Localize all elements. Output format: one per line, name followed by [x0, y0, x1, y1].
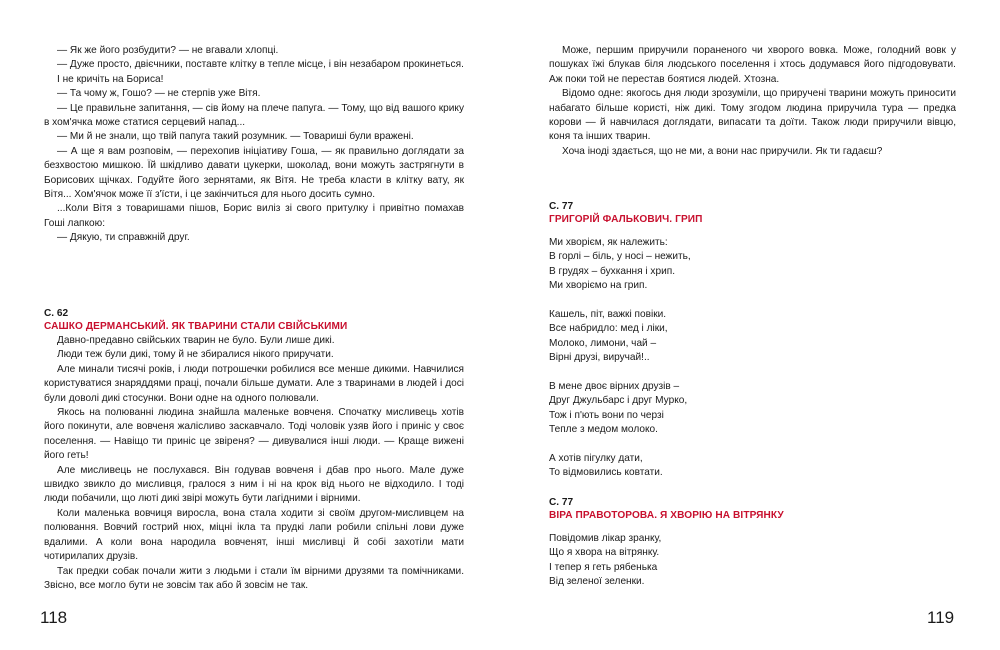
poem-line: В горлі – біль, у носі – нежить, — [549, 251, 691, 263]
paragraph: Люди теж були дикі, тому й не збиралися нікого приручати. — [57, 349, 334, 361]
poem-line: Вірні друзі, виручай!.. — [549, 352, 650, 364]
poem-line: Повідомив лікар зранку, — [549, 533, 662, 544]
stanza-gap — [549, 438, 956, 452]
section-flu-poem — [549, 200, 956, 481]
right-page — [500, 0, 1000, 650]
page-number: 118 — [40, 608, 68, 627]
section-title: ВІРА ПРАВОТОРОВА. Я ХВОРІЮ НА ВІТРЯНКУ — [549, 510, 784, 521]
paragraph: Але мисливець не послухався. Він годував вовченя і дбав про нього. Мале дуже швидко звикло до мисливця, гралося з ним і ні на крок від нього не відходило. І тоді люди побачили, що люті дикі звірі можуть бути лагідними і вірними. — [44, 464, 464, 505]
section-ref: С. 62 — [44, 308, 69, 319]
paragraph: Може, першим приручили пораненого чи хворого вовка. Може, голодний вовк у пошуках їжі блукав біля людського поселення і хтось додумався його підгодовувати. Аж поки той не перестав боятися людей. Хтозна. — [549, 45, 956, 85]
paragraph: ...Коли Вітя з товаришами пішов, Борис виліз зі свого притулку і привітно помахав Гоші лапкою: — [44, 203, 464, 229]
poem-line: Молоко, лимони, чай – — [549, 337, 657, 349]
poem-line: Друг Джульбарс і друг Мурко, — [549, 395, 688, 407]
paragraph: — Ми й не знали, що твій папуга такий розумник. — Товариші були вражені. — [57, 131, 414, 143]
stanza-gap — [549, 366, 956, 380]
poem-line: То відмовились ковтати. — [549, 467, 663, 479]
poem-line: І тепер я геть рябенька — [549, 561, 658, 573]
section-how-animals-became-domestic — [44, 307, 464, 593]
section-title: ГРИГОРІЙ ФАЛЬКОВИЧ. ГРИП — [549, 214, 703, 225]
paragraph: Давно-предавно свійських тварин не було. Були лише дикі. — [57, 335, 335, 346]
poem-line: Тепле з медом молоко. — [549, 424, 658, 436]
section-ref: С. 77 — [549, 497, 574, 508]
poem-line: Все набридло: мед і ліки, — [549, 323, 668, 335]
paragraph: І не кричіть на Бориса! — [57, 73, 164, 85]
section-ref: С. 77 — [549, 201, 574, 212]
right-continuation-text — [549, 44, 956, 159]
paragraph: — Та чому ж, Гошо? — не стерпів уже Вітя. — [57, 88, 261, 100]
poem-line: В грудях – бухкання і хрип. — [549, 265, 675, 277]
section-chickenpox-poem — [549, 496, 956, 590]
paragraph: Відомо одне: якогось дня люди зрозуміли, що приручені тварини можуть приносити набагато більше користі, ніж дикі. Тому згодом людина приручила тура — предка корови — й навчилася доглядати, випасати та доїти. Також люди приручили вівцю, коня та інших тварин. — [549, 88, 956, 143]
poem-line: Що я хвора на вітрянку. — [549, 547, 660, 559]
poem-line: Кашель, піт, важкі повіки. — [549, 309, 667, 321]
paragraph: Якось на полюванні людина знайшла маленьке вовченя. Спочатку мисливець хотів його покинути, але вовченя жалісливо заскавчало. Тоді чоловік узяв його і приніс у своє поселення. — Навіщо ти приніс це звіреня? — дивувалися інші люди. — Краще виженi його геть! — [44, 407, 464, 462]
poem-line: А хотів пігулку дати, — [549, 453, 643, 465]
poem-line: Ми хворіємо на грип. — [549, 280, 648, 292]
paragraph: — А ще я вам розповім, — перехопив ініціативу Гоша, — як правильно доглядати за безхвостою мишкою. Їй шкідливо давати цукерки, шоколад, вони можуть застрягнути в Борисових щічках. Годуйте його зернятами, як Вітя. Не треба класти в клітку вату, як Вітя... Хом'ячок може її з'їсти, і це закінчиться для нього досить сумно. — [44, 145, 464, 201]
paragraph: Так предки собак почали жити з людьми і стали їм вірними друзями та помічниками. Звісно, все могло бути не зовсім так або й зовсім не так. — [44, 565, 464, 591]
left-continuation-text — [44, 44, 464, 246]
page-number: 119 — [927, 608, 955, 627]
stanza-gap — [549, 294, 956, 308]
paragraph: — Як же його розбудити? — не вгавали хлопці. — [57, 45, 279, 56]
poem-line: Тож і п'ють вони по черзі — [549, 409, 664, 421]
poem-line: Ми хворієм, як належить: — [549, 237, 668, 248]
poem-line: Від зеленої зеленки. — [549, 576, 645, 588]
poem-line: В мене двоє вірних друзів – — [549, 381, 680, 393]
paragraph: — Це правильне запитання, — сів йому на плече папуга. — Тому, що від вашого крику в хом'ячка може статися серцевий напад... — [44, 102, 464, 129]
paragraph: Але минали тисячі років, і люди потрошечки робилися все менше дикими. Навчилися користуватися знаряддями праці, почали більше думати. Але з тваринами в людей і досі були доволі дикі стосунки. Вони одне на одного полювали. — [44, 363, 464, 404]
paragraph: — Дуже просто, двієчники, поставте клітку в тепле місце, і він незабаром прокинеться. — [57, 59, 464, 71]
paragraph: — Дякую, ти справжній друг. — [57, 232, 190, 244]
paragraph: Коли маленька вовчиця виросла, вона стала ходити зі своїм другом-мисливцем на полювання. Вовчий гострий нюх, міцні ікла та прудкі лапи робили спільні лови дуже вдалими. А коли вона народила вовченят, інші мисливці й собі захотіли мати чотирилапих друзів. — [44, 507, 464, 563]
paragraph: Хоча іноді здається, що не ми, а вони нас приручили. Як ти гадаєш? — [562, 145, 883, 157]
section-title: САШКО ДЕРМАНСЬКИЙ. ЯК ТВАРИНИ СТАЛИ СВІЙСЬКИМИ — [44, 321, 348, 332]
